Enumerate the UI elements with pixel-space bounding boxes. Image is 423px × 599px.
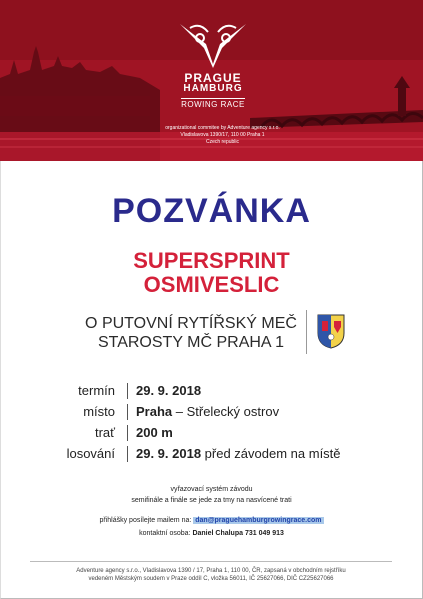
- footer: [30, 567, 392, 583]
- trophy-text: [82, 314, 300, 352]
- organizer-line-1: organizational commitee by Adventure agency s.r.o.: [165, 125, 280, 131]
- detail-label-misto: místo: [83, 404, 115, 419]
- detail-value-losovani: 29. 9. 2018 před závodem na místě: [136, 446, 341, 461]
- footer-divider: [30, 561, 392, 562]
- organizer-line-3: Czech republic: [205, 139, 240, 145]
- email-link[interactable]: dan@praguehamburgrowingrace.com: [195, 517, 322, 524]
- trophy-line-2: STAROSTY MČ PRAHA 1: [97, 334, 285, 351]
- detail-row-trat: [0, 425, 423, 443]
- race-logo: [168, 22, 258, 112]
- logo-word-rowing-race: ROWING RACE: [181, 100, 245, 109]
- detail-row-termin: [0, 383, 423, 401]
- footer-line-2: vedeném Městským soudem v Praze oddíl C, vložka 56011, IČ 25627066, DIČ CZ25627066: [88, 576, 334, 582]
- organizer-line-2: Vladislavova 1390/17, 110 00 Praha 1: [180, 132, 265, 138]
- logo-word-hamburg: HAMBURG: [183, 83, 243, 94]
- detail-separator: [127, 446, 128, 462]
- detail-separator: [127, 425, 128, 441]
- organizer-info: [150, 125, 295, 146]
- detail-value-trat: 200 m: [136, 425, 173, 440]
- prague-coat-of-arms-icon: [316, 313, 346, 349]
- application-text: přihlášky posílejte mailem na:: [99, 517, 194, 524]
- note-line-2: semifinále a finále se jede za tmy na nasvícené trati: [131, 497, 292, 504]
- subtitle-osmiveslic: OSMIVESLIC: [143, 272, 280, 297]
- header-banner: [0, 0, 423, 161]
- detail-row-misto: [0, 404, 423, 422]
- contact-label: kontaktní osoba:: [139, 530, 193, 537]
- divider: [306, 310, 307, 354]
- detail-label-losovani: losování: [66, 446, 115, 461]
- detail-separator: [127, 404, 128, 420]
- logo-word-prague: PRAGUE: [184, 71, 242, 85]
- trophy-line-1: O PUTOVNÍ RYTÍŘSKÝ MEČ: [85, 315, 297, 332]
- detail-row-losovani: [0, 446, 423, 464]
- detail-value-misto: Praha – Střelecký ostrov: [136, 404, 280, 419]
- detail-label-trat: trať: [94, 425, 115, 440]
- page-title: POZVÁNKA: [112, 192, 311, 230]
- subtitle-supersprint: SUPERSPRINT: [133, 248, 290, 273]
- footer-line-1: Adventure agency s.r.o., Vladislavova 1390 / 17, Praha 1, 110 00, ČR, zapsaná v obchodním rejstříku: [76, 568, 346, 574]
- owl-logo-icon: [176, 18, 250, 70]
- note-line-1: vyřazovací systém závodu: [170, 486, 253, 493]
- detail-label-termin: termín: [78, 383, 115, 398]
- contact-name: Daniel Chalupa 731 049 913: [192, 530, 284, 537]
- detail-separator: [127, 383, 128, 399]
- detail-value-termin: 29. 9. 2018: [136, 383, 202, 398]
- contact-info: [0, 530, 423, 537]
- application-info: [0, 517, 423, 524]
